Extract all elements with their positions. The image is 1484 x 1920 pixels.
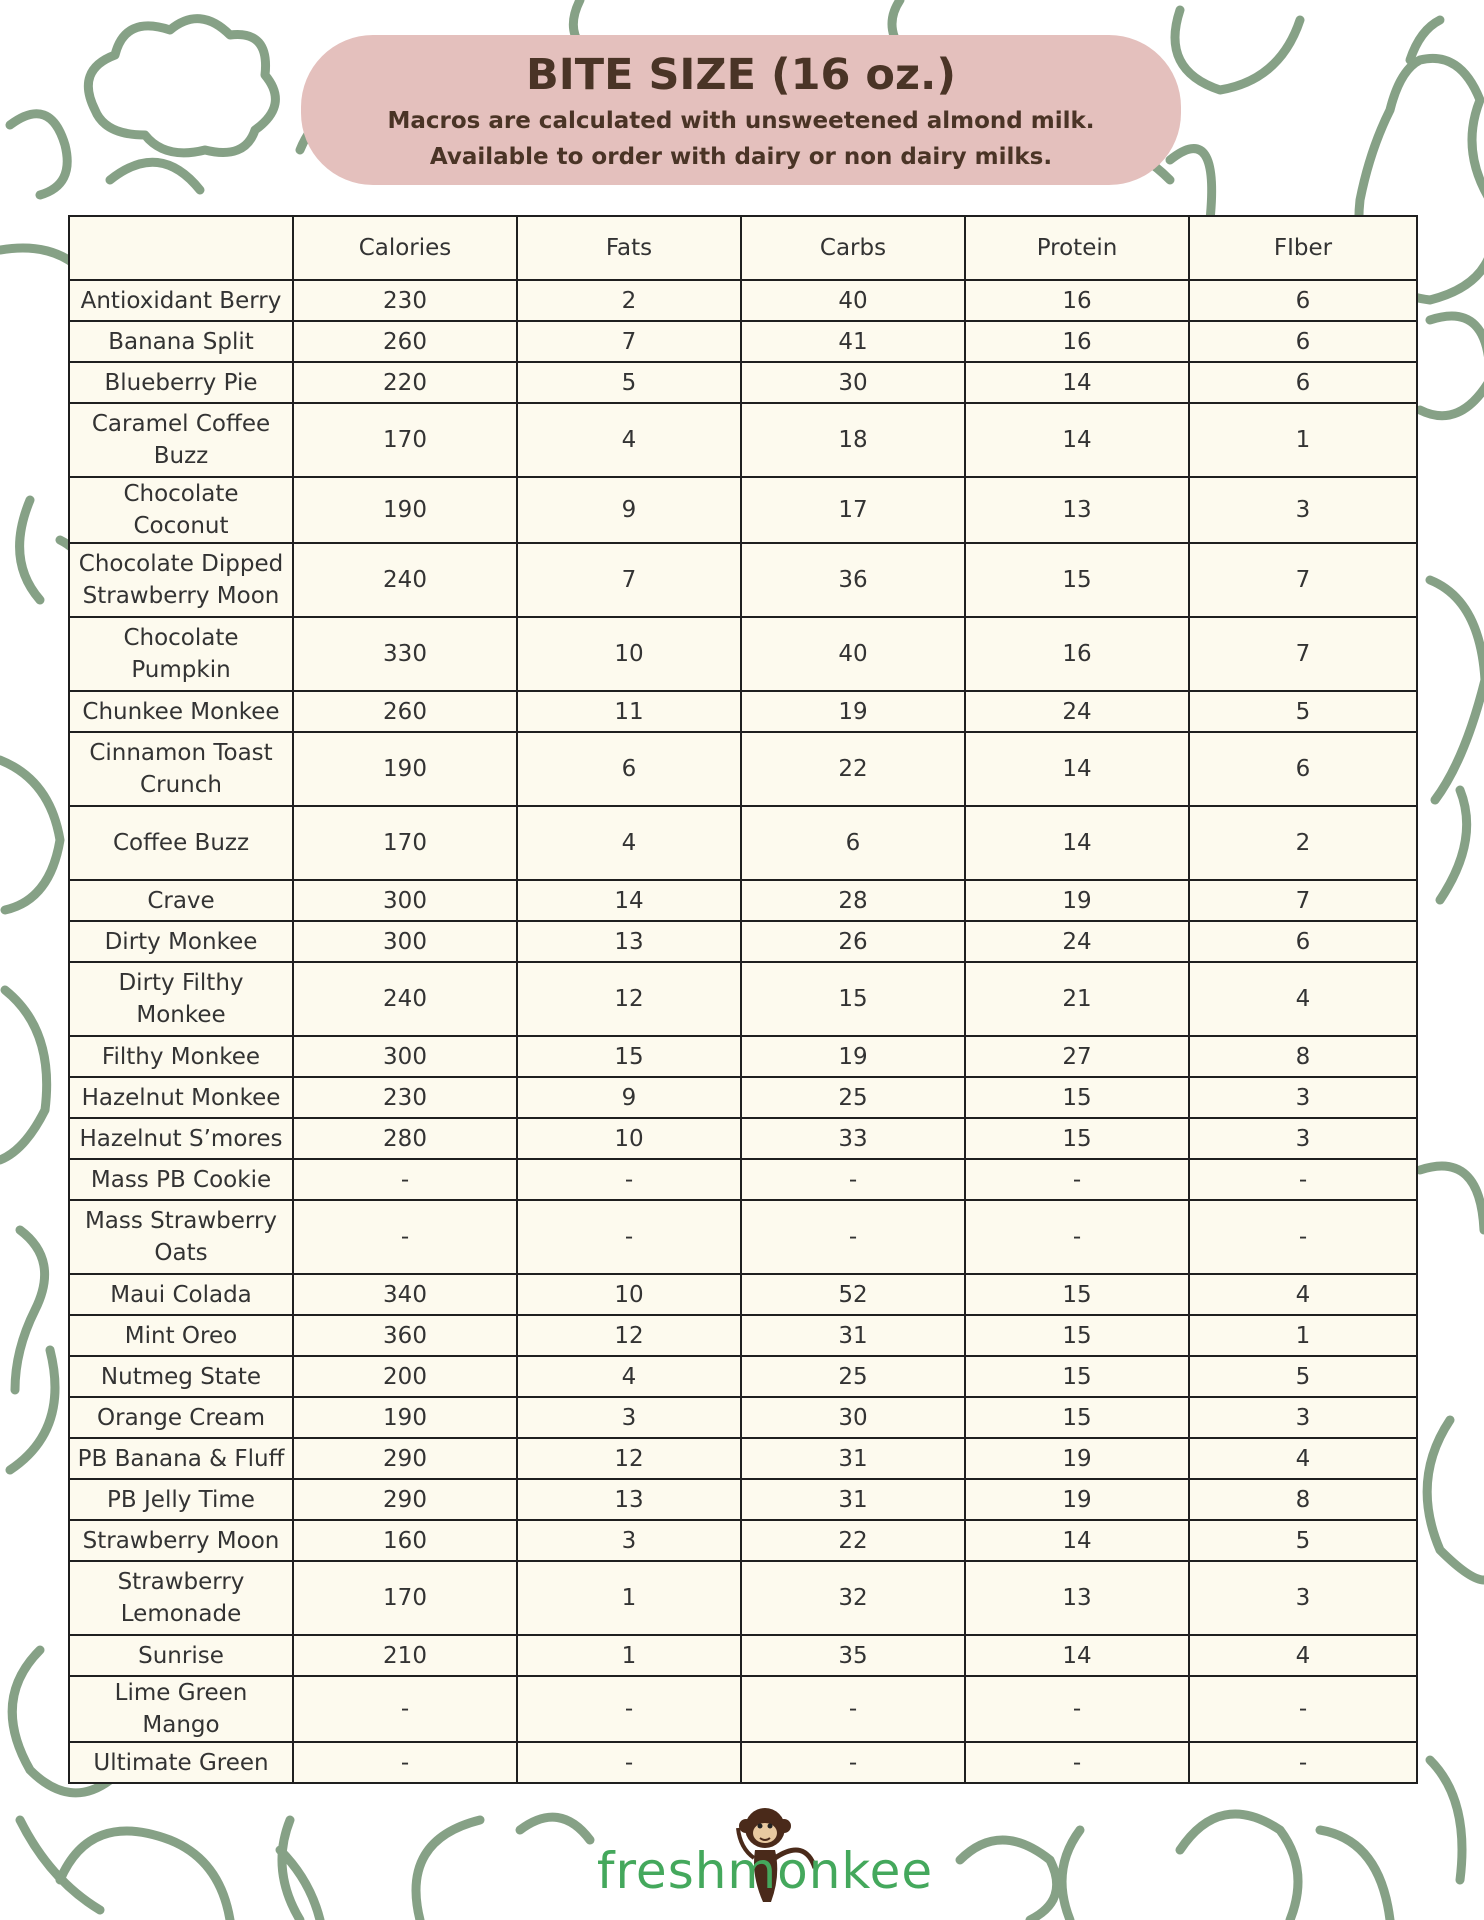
calories-cell: 230 — [293, 1077, 517, 1118]
header-banner — [301, 35, 1181, 185]
fiber-cell: 8 — [1189, 1479, 1417, 1520]
carbs-cell: 40 — [741, 280, 965, 321]
fats-cell: 3 — [517, 1520, 741, 1561]
carbs-cell: 22 — [741, 1520, 965, 1561]
calories-cell: 170 — [293, 403, 517, 477]
protein-cell: 14 — [965, 732, 1189, 806]
fiber-column-header: FIber — [1189, 216, 1417, 280]
carbs-cell: 25 — [741, 1077, 965, 1118]
fats-cell: 9 — [517, 477, 741, 543]
fats-cell: 13 — [517, 1479, 741, 1520]
fats-cell: 10 — [517, 1118, 741, 1159]
calories-cell: 300 — [293, 921, 517, 962]
protein-cell: - — [965, 1159, 1189, 1200]
table-row — [69, 691, 1417, 732]
carbs-cell: 52 — [741, 1274, 965, 1315]
table-row — [69, 1159, 1417, 1200]
calories-cell: 210 — [293, 1635, 517, 1676]
item-name-cell: Nutmeg State — [69, 1356, 293, 1397]
carbs-cell: 30 — [741, 1397, 965, 1438]
fiber-cell: 6 — [1189, 921, 1417, 962]
item-name-cell: Cinnamon Toast Crunch — [69, 732, 293, 806]
protein-cell: 15 — [965, 1315, 1189, 1356]
item-name-cell: Antioxidant Berry — [69, 280, 293, 321]
fats-cell: 10 — [517, 617, 741, 691]
fats-cell: 10 — [517, 1274, 741, 1315]
item-name-cell: Dirty Monkee — [69, 921, 293, 962]
protein-cell: 14 — [965, 362, 1189, 403]
table-row — [69, 1397, 1417, 1438]
fats-cell: 1 — [517, 1635, 741, 1676]
calories-cell: 360 — [293, 1315, 517, 1356]
fiber-cell: 6 — [1189, 280, 1417, 321]
calories-cell: 260 — [293, 691, 517, 732]
item-column-header — [69, 216, 293, 280]
fats-cell: 12 — [517, 1315, 741, 1356]
carbs-cell: 36 — [741, 543, 965, 617]
fats-cell: 13 — [517, 921, 741, 962]
table-row — [69, 806, 1417, 880]
calories-cell: 290 — [293, 1438, 517, 1479]
subtitle-line-2: Available to order with dairy or non dairy milks. — [429, 143, 1053, 170]
protein-cell: 16 — [965, 321, 1189, 362]
table-row — [69, 1561, 1417, 1635]
fiber-cell: 5 — [1189, 1356, 1417, 1397]
fiber-cell: 3 — [1189, 1561, 1417, 1635]
fiber-cell: 5 — [1189, 691, 1417, 732]
carbs-cell: 25 — [741, 1356, 965, 1397]
carbs-cell: 15 — [741, 962, 965, 1036]
calories-cell: 190 — [293, 732, 517, 806]
protein-cell: 19 — [965, 1479, 1189, 1520]
protein-cell: 24 — [965, 921, 1189, 962]
table-row — [69, 732, 1417, 806]
protein-cell: 14 — [965, 403, 1189, 477]
item-name-cell: Chunkee Monkee — [69, 691, 293, 732]
fats-cell: - — [517, 1742, 741, 1783]
carbs-cell: 19 — [741, 691, 965, 732]
carbs-cell: 31 — [741, 1315, 965, 1356]
item-name-cell: Hazelnut S’mores — [69, 1118, 293, 1159]
table-row — [69, 1077, 1417, 1118]
fats-cell: 9 — [517, 1077, 741, 1118]
calories-column-header: Calories — [293, 216, 517, 280]
table-row — [69, 1200, 1417, 1274]
carbs-cell: - — [741, 1200, 965, 1274]
protein-cell: 14 — [965, 1635, 1189, 1676]
table-row — [69, 403, 1417, 477]
item-name-cell: Chocolate Dipped Strawberry Moon — [69, 543, 293, 617]
fiber-cell: 7 — [1189, 543, 1417, 617]
protein-cell: 15 — [965, 1077, 1189, 1118]
fiber-cell: 5 — [1189, 1520, 1417, 1561]
table-row — [69, 962, 1417, 1036]
calories-cell: 220 — [293, 362, 517, 403]
table-row — [69, 362, 1417, 403]
calories-cell: 190 — [293, 477, 517, 543]
item-name-cell: PB Banana & Fluff — [69, 1438, 293, 1479]
table-body — [69, 280, 1417, 1783]
macros-table — [68, 215, 1418, 1784]
fats-cell: 11 — [517, 691, 741, 732]
table-row — [69, 321, 1417, 362]
fats-cell: 7 — [517, 321, 741, 362]
carbs-cell: 30 — [741, 362, 965, 403]
fiber-cell: 4 — [1189, 1635, 1417, 1676]
fats-cell: 5 — [517, 362, 741, 403]
item-name-cell: Ultimate Green — [69, 1742, 293, 1783]
protein-cell: 13 — [965, 1561, 1189, 1635]
fiber-cell: 6 — [1189, 362, 1417, 403]
fiber-cell: 1 — [1189, 403, 1417, 477]
subtitle-line-1: Macros are calculated with unsweetened almond milk. — [387, 107, 1095, 134]
carbs-cell: 28 — [741, 880, 965, 921]
calories-cell: 170 — [293, 806, 517, 880]
table-row — [69, 1036, 1417, 1077]
calories-cell: 230 — [293, 280, 517, 321]
fiber-cell: - — [1189, 1676, 1417, 1742]
fats-column-header: Fats — [517, 216, 741, 280]
item-name-cell: Chocolate Coconut — [69, 477, 293, 543]
fiber-cell: 3 — [1189, 1077, 1417, 1118]
calories-cell: 160 — [293, 1520, 517, 1561]
calories-cell: 340 — [293, 1274, 517, 1315]
table-row — [69, 1742, 1417, 1783]
carbs-cell: 35 — [741, 1635, 965, 1676]
logo-wordmark: freshmonkee — [596, 1842, 934, 1900]
table-row — [69, 1315, 1417, 1356]
protein-cell: 14 — [965, 806, 1189, 880]
item-name-cell: Filthy Monkee — [69, 1036, 293, 1077]
fats-cell: - — [517, 1159, 741, 1200]
carbs-cell: 31 — [741, 1438, 965, 1479]
protein-cell: 21 — [965, 962, 1189, 1036]
item-name-cell: Caramel Coffee Buzz — [69, 403, 293, 477]
protein-cell: 27 — [965, 1036, 1189, 1077]
carbs-cell: 19 — [741, 1036, 965, 1077]
fats-cell: 6 — [517, 732, 741, 806]
calories-cell: 300 — [293, 1036, 517, 1077]
fats-cell: 7 — [517, 543, 741, 617]
fiber-cell: 4 — [1189, 1274, 1417, 1315]
calories-cell: - — [293, 1200, 517, 1274]
carbs-cell: 6 — [741, 806, 965, 880]
fats-cell: - — [517, 1676, 741, 1742]
item-name-cell: Lime Green Mango — [69, 1676, 293, 1742]
calories-cell: 240 — [293, 962, 517, 1036]
protein-cell: 15 — [965, 1356, 1189, 1397]
table-row — [69, 1274, 1417, 1315]
item-name-cell: Orange Cream — [69, 1397, 293, 1438]
carbs-cell: - — [741, 1676, 965, 1742]
carbs-cell: 18 — [741, 403, 965, 477]
fats-cell: 12 — [517, 1438, 741, 1479]
calories-cell: - — [293, 1676, 517, 1742]
item-name-cell: Banana Split — [69, 321, 293, 362]
protein-cell: 19 — [965, 1438, 1189, 1479]
page-title: BITE SIZE (16 oz.) — [526, 50, 956, 100]
fiber-cell: 3 — [1189, 1118, 1417, 1159]
item-name-cell: Hazelnut Monkee — [69, 1077, 293, 1118]
protein-cell: - — [965, 1676, 1189, 1742]
calories-cell: 280 — [293, 1118, 517, 1159]
protein-cell: 13 — [965, 477, 1189, 543]
carbs-cell: 40 — [741, 617, 965, 691]
calories-cell: 190 — [293, 1397, 517, 1438]
protein-cell: 15 — [965, 543, 1189, 617]
table-row — [69, 1676, 1417, 1742]
calories-cell: 170 — [293, 1561, 517, 1635]
calories-cell: 240 — [293, 543, 517, 617]
item-name-cell: Strawberry Lemonade — [69, 1561, 293, 1635]
protein-cell: - — [965, 1200, 1189, 1274]
table-row — [69, 617, 1417, 691]
table-row — [69, 1118, 1417, 1159]
calories-cell: 300 — [293, 880, 517, 921]
fiber-cell: 2 — [1189, 806, 1417, 880]
carbs-cell: 22 — [741, 732, 965, 806]
calories-cell: 290 — [293, 1479, 517, 1520]
table-row — [69, 880, 1417, 921]
table-header-row — [69, 216, 1417, 280]
item-name-cell: Chocolate Pumpkin — [69, 617, 293, 691]
fiber-cell: 6 — [1189, 732, 1417, 806]
item-name-cell: Crave — [69, 880, 293, 921]
calories-cell: - — [293, 1159, 517, 1200]
carbs-cell: - — [741, 1159, 965, 1200]
table-row — [69, 280, 1417, 321]
item-name-cell: Dirty Filthy Monkee — [69, 962, 293, 1036]
fiber-cell: - — [1189, 1742, 1417, 1783]
calories-cell: 330 — [293, 617, 517, 691]
protein-cell: 15 — [965, 1397, 1189, 1438]
carbs-column-header: Carbs — [741, 216, 965, 280]
fiber-cell: 7 — [1189, 880, 1417, 921]
fiber-cell: 3 — [1189, 477, 1417, 543]
item-name-cell: Coffee Buzz — [69, 806, 293, 880]
item-name-cell: Mass Strawberry Oats — [69, 1200, 293, 1274]
fiber-cell: 6 — [1189, 321, 1417, 362]
carbs-cell: 32 — [741, 1561, 965, 1635]
item-name-cell: Blueberry Pie — [69, 362, 293, 403]
item-name-cell: PB Jelly Time — [69, 1479, 293, 1520]
fiber-cell: 8 — [1189, 1036, 1417, 1077]
table-row — [69, 1635, 1417, 1676]
fiber-cell: 4 — [1189, 962, 1417, 1036]
table-row — [69, 1438, 1417, 1479]
protein-cell: 19 — [965, 880, 1189, 921]
calories-cell: 200 — [293, 1356, 517, 1397]
fats-cell: 15 — [517, 1036, 741, 1077]
protein-cell: 14 — [965, 1520, 1189, 1561]
fiber-cell: 4 — [1189, 1438, 1417, 1479]
protein-cell: - — [965, 1742, 1189, 1783]
protein-cell: 16 — [965, 280, 1189, 321]
carbs-cell: 41 — [741, 321, 965, 362]
item-name-cell: Maui Colada — [69, 1274, 293, 1315]
table-row — [69, 543, 1417, 617]
protein-cell: 16 — [965, 617, 1189, 691]
freshmonkee-logo — [580, 1800, 950, 1910]
item-name-cell: Sunrise — [69, 1635, 293, 1676]
table-row — [69, 921, 1417, 962]
fiber-cell: - — [1189, 1159, 1417, 1200]
fiber-cell: 7 — [1189, 617, 1417, 691]
fats-cell: 14 — [517, 880, 741, 921]
carbs-cell: 31 — [741, 1479, 965, 1520]
protein-cell: 15 — [965, 1274, 1189, 1315]
protein-cell: 15 — [965, 1118, 1189, 1159]
table-row — [69, 1356, 1417, 1397]
item-name-cell: Mass PB Cookie — [69, 1159, 293, 1200]
fiber-cell: 1 — [1189, 1315, 1417, 1356]
item-name-cell: Strawberry Moon — [69, 1520, 293, 1561]
carbs-cell: - — [741, 1742, 965, 1783]
fats-cell: 4 — [517, 806, 741, 880]
fats-cell: 4 — [517, 1356, 741, 1397]
protein-cell: 24 — [965, 691, 1189, 732]
table-row — [69, 477, 1417, 543]
fiber-cell: 3 — [1189, 1397, 1417, 1438]
carbs-cell: 26 — [741, 921, 965, 962]
fats-cell: 4 — [517, 403, 741, 477]
item-name-cell: Mint Oreo — [69, 1315, 293, 1356]
carbs-cell: 17 — [741, 477, 965, 543]
calories-cell: - — [293, 1742, 517, 1783]
fiber-cell: - — [1189, 1200, 1417, 1274]
protein-column-header: Protein — [965, 216, 1189, 280]
fats-cell: 12 — [517, 962, 741, 1036]
calories-cell: 260 — [293, 321, 517, 362]
table-row — [69, 1479, 1417, 1520]
fats-cell: - — [517, 1200, 741, 1274]
carbs-cell: 33 — [741, 1118, 965, 1159]
table-row — [69, 1520, 1417, 1561]
fats-cell: 3 — [517, 1397, 741, 1438]
fats-cell: 2 — [517, 280, 741, 321]
fats-cell: 1 — [517, 1561, 741, 1635]
